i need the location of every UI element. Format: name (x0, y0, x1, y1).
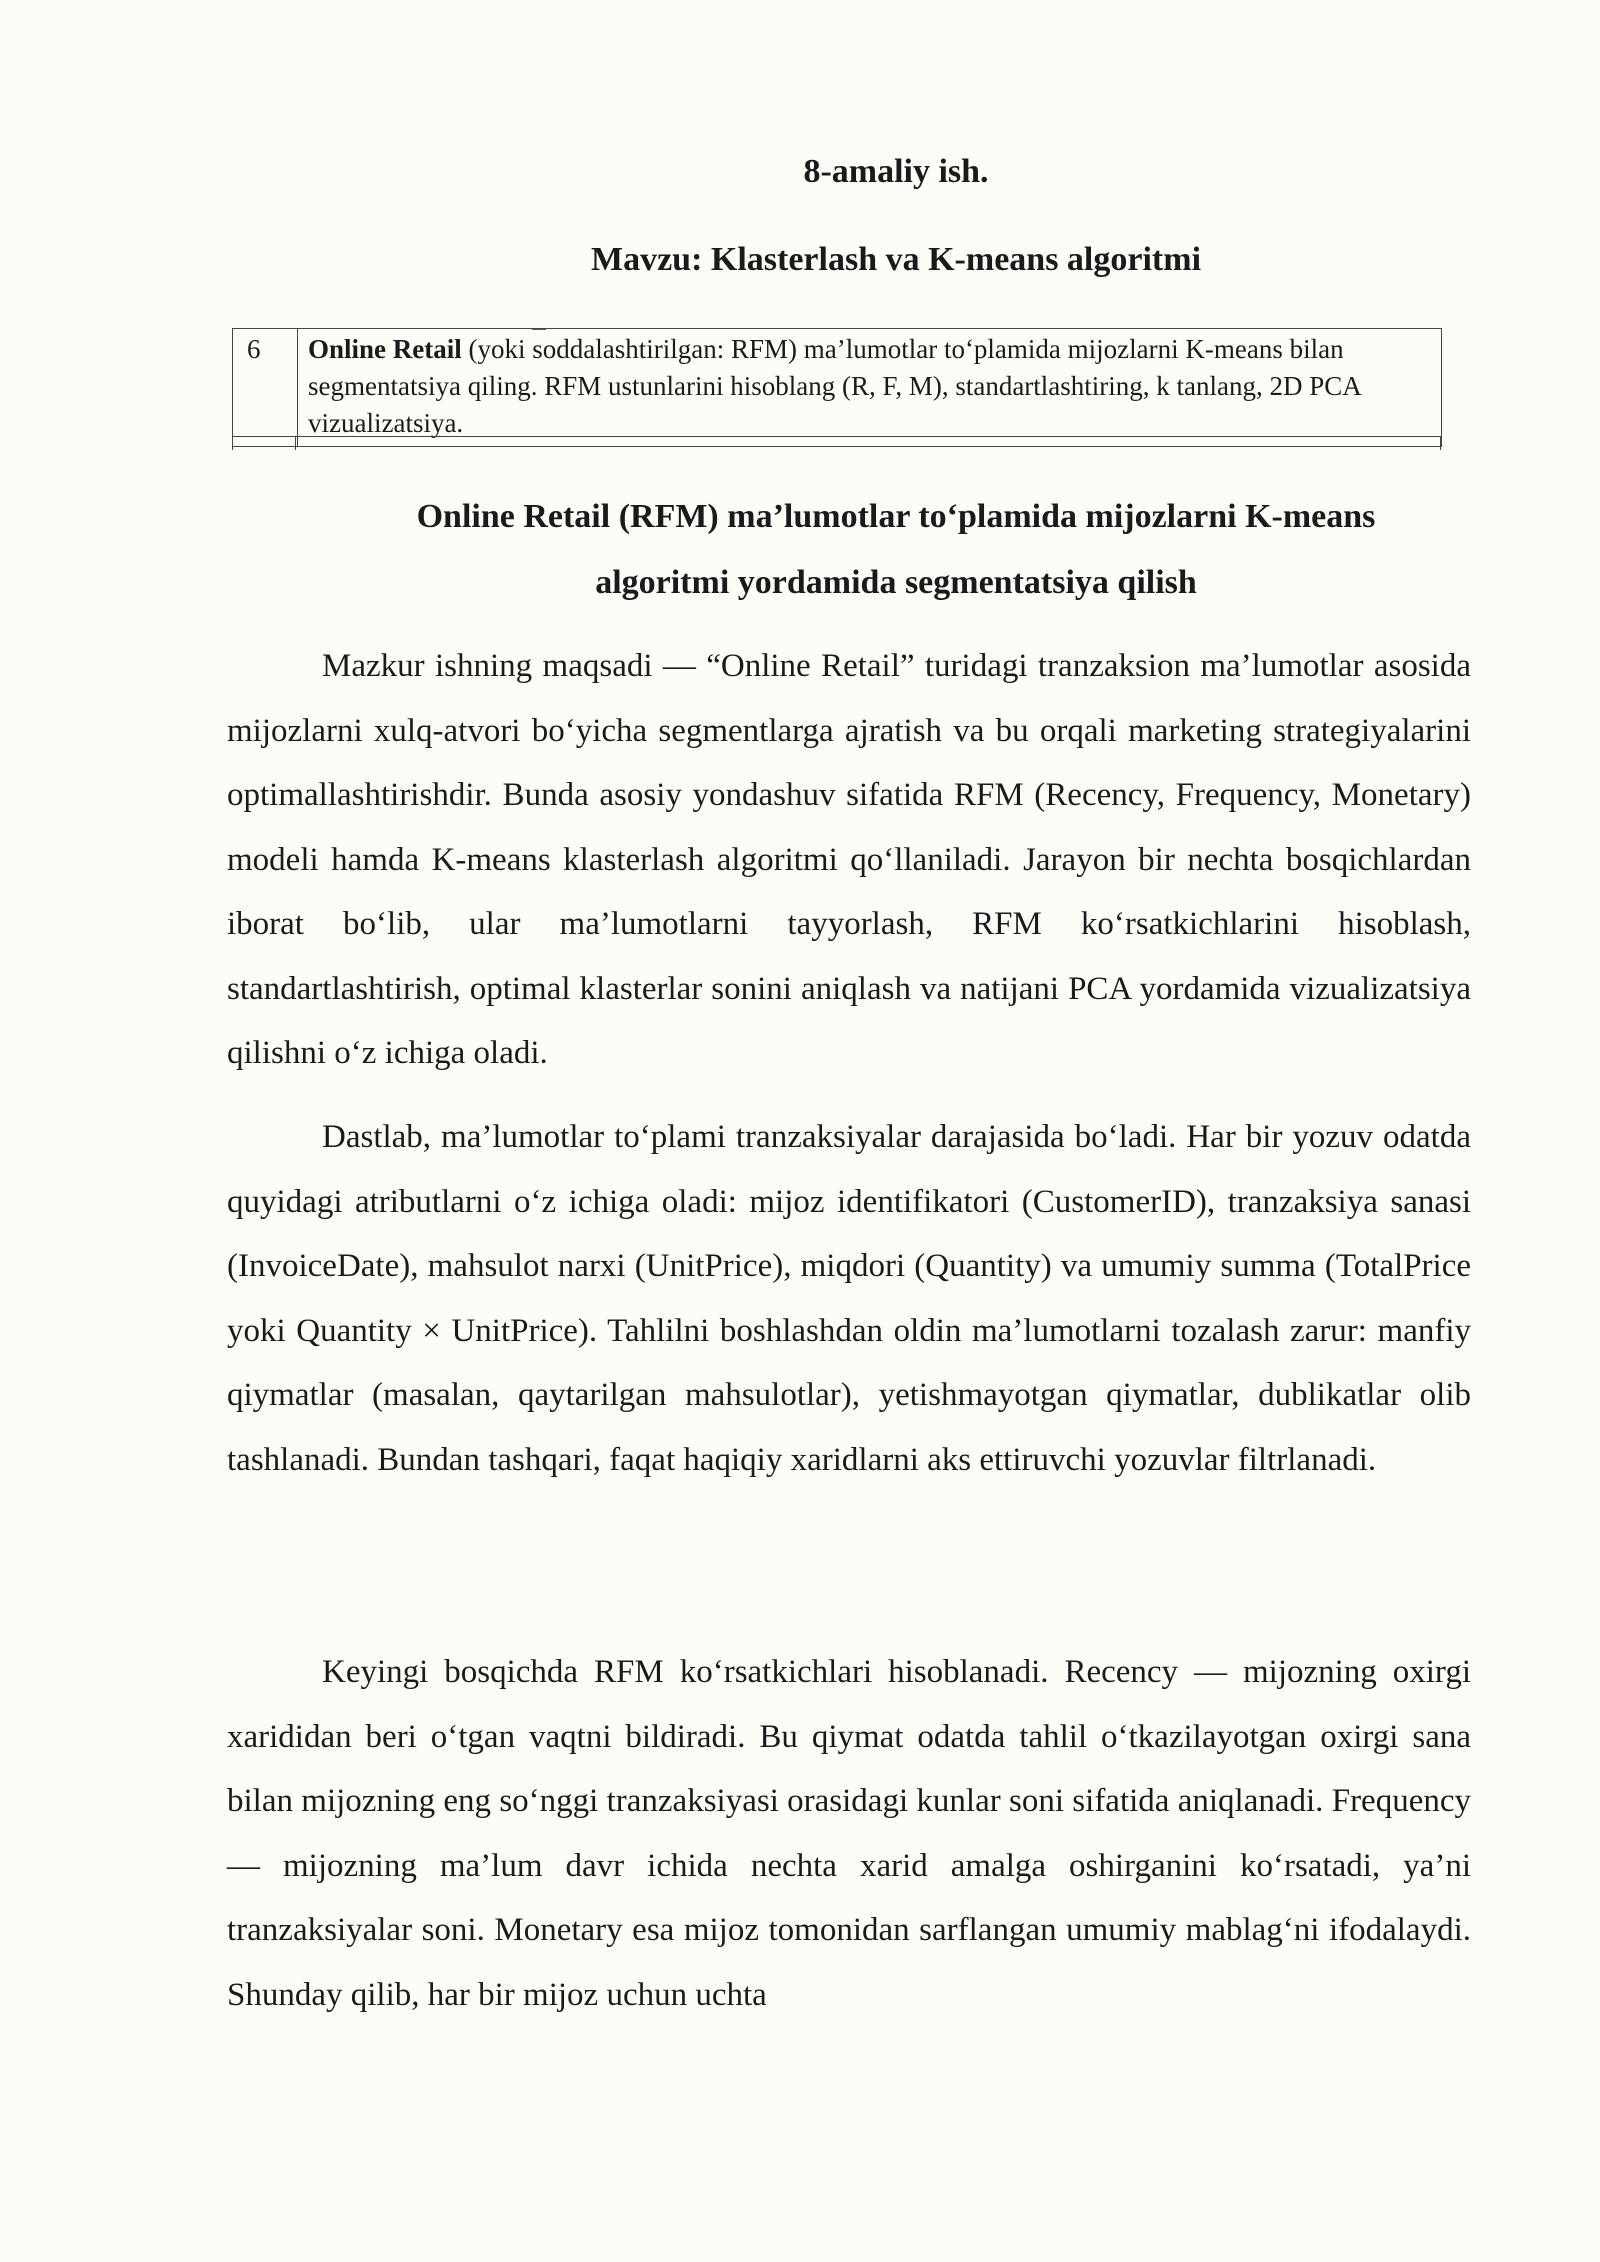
table-row (233, 329, 1442, 447)
row-description-text: (yoki soddalashtirilgan: RFM) ma’lumotlar to‘plamida mijozlarni K-means bilan segmentatsiya qiling. RFM ustunlarini hisoblang (R, F, M), standartlashtiring, k tanlang, 2D PCA vizualizatsiya. (308, 334, 1361, 438)
row-number: 6 (233, 329, 298, 447)
task-table (232, 328, 1442, 447)
row-description-bold: Online Retail (308, 334, 462, 364)
section-heading-line-1: Online Retail (RFM) ma’lumotlar to‘plamida mijozlarni K-means (416, 498, 1376, 535)
paragraph-3: Keyingi bosqichda RFM ko‘rsatkichlari hisoblanadi. Recency — mijozning oxirgi xarididan beri o‘tgan vaqtni bildiradi. Bu qiymat odatda tahlil o‘tkazilayotgan oxirgi sana bilan mijozning eng so‘nggi tranzaksiyasi orasidagi kunlar soni sifatida aniqlanadi. Frequency — mijozning ma’lum davr ichida nechta xarid amalga oshirganini ko‘rsatadi, ya’ni tranzaksiyalar soni. Monetary esa mijoz tomonidan sarflangan umumiy mablag‘ni ifodalaydi. Shunday qilib, har bir mijoz uchun uchta (227, 1654, 1471, 2013)
row-description (298, 329, 1442, 447)
section-heading-line-2: algoritmi yordamida segmentatsiya qilish (595, 564, 1197, 601)
paragraph-1: Mazkur ishning maqsadi — “Online Retail” turidagi tranzaksion ma’lumotlar asosida mijozlarni xulq-atvori bo‘yicha segmentlarga ajratish va bu orqali marketing strategiyalarini optimallashtirishdir. Bunda asosiy yondashuv sifatida RFM (Recency, Frequency, Monetary) modeli hamda K-means klasterlash algoritmi qo‘llaniladi. Jarayon bir nechta bosqichlardan iborat bo‘lib, ular ma’lumotlarni tayyorlash, RFM ko‘rsatkichlarini hisoblash, standartlashtirish, optimal klasterlar sonini aniqlash va natijani PCA yordamida vizualizatsiya qilishni o‘z ichiga oladi. (227, 648, 1471, 1071)
task-table-snippet (232, 322, 1442, 450)
document-subtitle: Mavzu: Klasterlash va K-means algoritmi (590, 241, 1202, 278)
paragraph-2: Dastlab, ma’lumotlar to‘plami tranzaksiyalar darajasida bo‘ladi. Har bir yozuv odatda quyidagi atributlarni o‘z ichiga oladi: mijoz identifikatori (CustomerID), tranzaksiya sanasi (InvoiceDate), mahsulot narxi (UnitPrice), miqdori (Quantity) va umumiy summa (TotalPrice yoki Quantity × UnitPrice). Tahlilni boshlashdan oldin ma’lumotlarni tozalash zarur: manfiy qiymatlar (masalan, qaytarilgan mahsulotlar), yetishmayotgan qiymatlar, dublikatlar olib tashlanadi. Bundan tashqari, faqat haqiqiy xaridlarni aks ettiruvchi yozuvlar filtrlanadi. (227, 1119, 1471, 1478)
next-row-cropped (232, 436, 1442, 450)
document-title: 8-amaliy ish. (803, 153, 989, 190)
